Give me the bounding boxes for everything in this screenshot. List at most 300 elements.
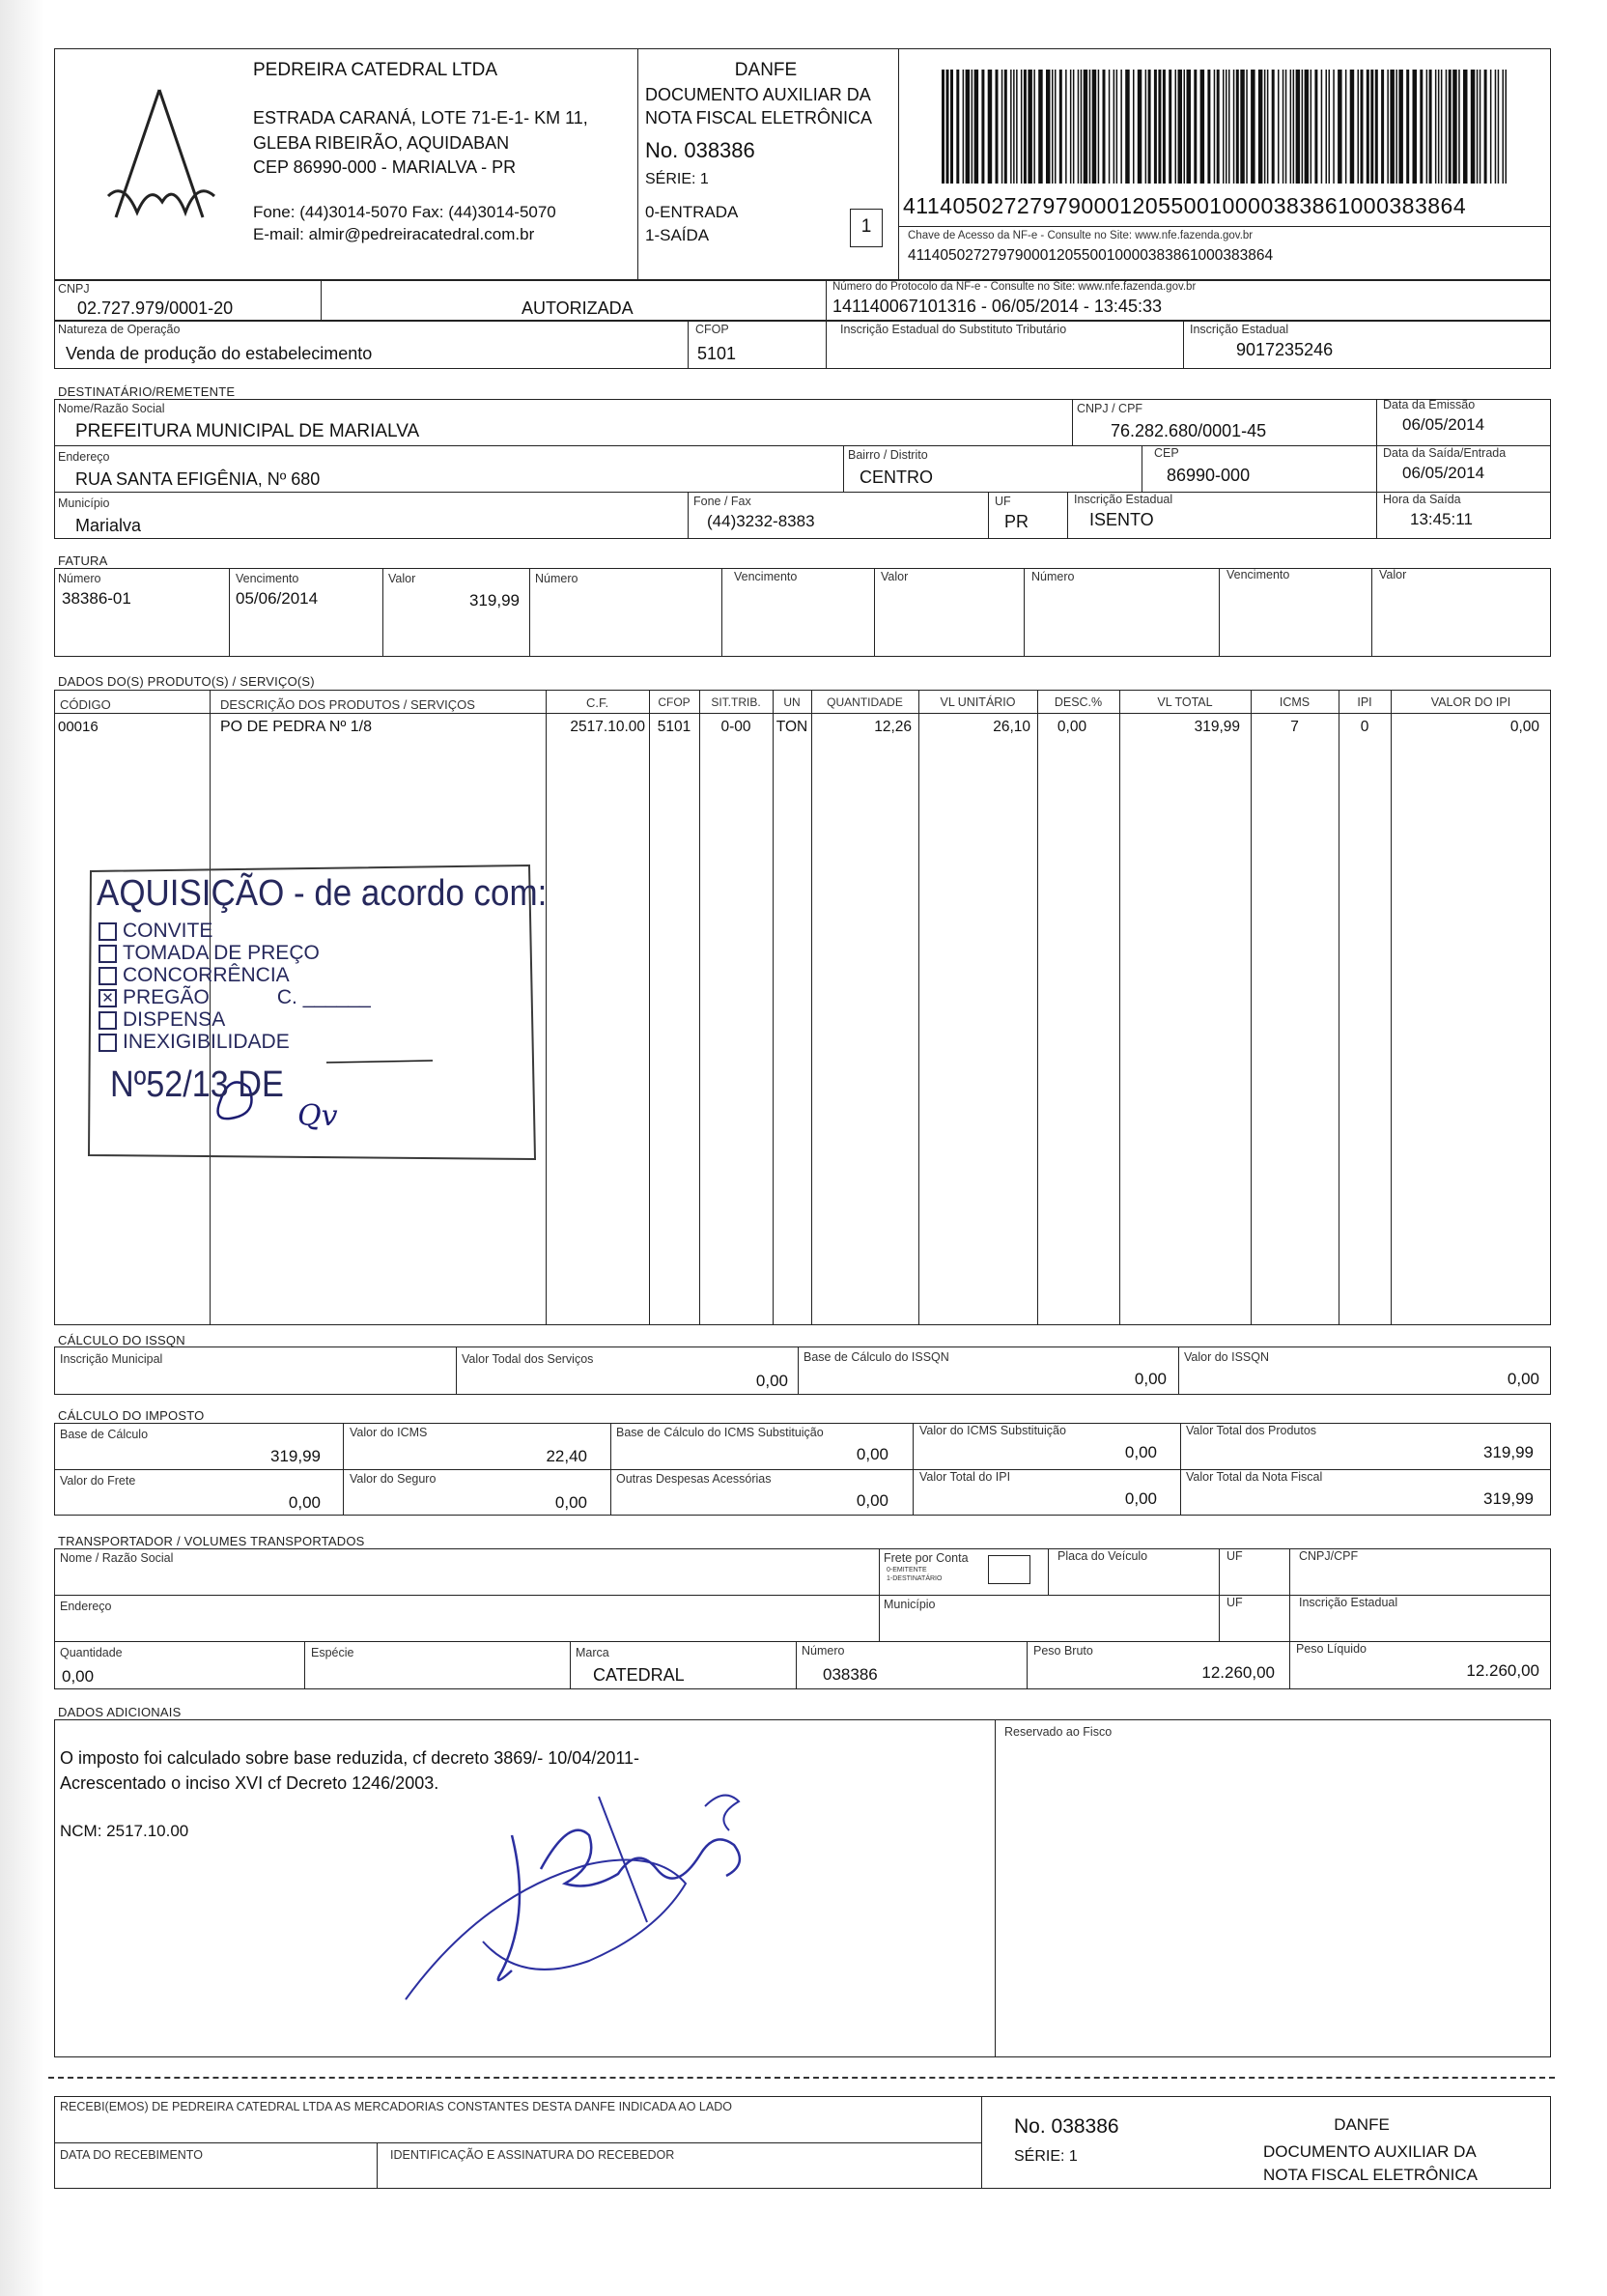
barcode-bar [1046, 70, 1051, 184]
barcode-bar [1089, 70, 1091, 184]
transport-cnpj-label: CNPJ/CPF [1299, 1549, 1359, 1563]
barcode-bar [1367, 70, 1369, 184]
barcode-bar [946, 70, 949, 184]
protocol-label: Número do Protocolo da NF-e - Consulte no Site: www.nfe.fazenda.gov.br [832, 281, 1197, 293]
barcode-bar [1240, 70, 1245, 184]
stamp-option [99, 1031, 290, 1054]
barcode-bar [1435, 70, 1437, 184]
barcode-bar [1370, 70, 1373, 184]
col-ipi: IPI [1357, 695, 1372, 709]
operation-label: Natureza de Operação [58, 323, 181, 336]
barcode-bar [1214, 70, 1216, 184]
col-discount: DESC.% [1054, 695, 1103, 709]
barcode-bar [1065, 70, 1067, 184]
transport-ie-label: Inscrição Estadual [1299, 1596, 1398, 1609]
stamp-option-label: TOMADA DE PREÇO [123, 942, 320, 964]
barcode-bar [1013, 70, 1015, 184]
ie-sub-label: Inscrição Estadual do Substituto Tributário [840, 323, 1067, 336]
invoice-due-label-2: Vencimento [734, 570, 798, 583]
col-ipi-value: VALOR DO IPI [1430, 695, 1511, 709]
barcode-bar [1059, 70, 1062, 184]
cnpj-label: CNPJ [58, 282, 90, 296]
barcode-bar [1321, 70, 1323, 184]
barcode-bar [942, 70, 944, 184]
row-cfop: 5101 [657, 719, 691, 735]
danfe-number: No. 038386 [645, 138, 755, 162]
barcode-bar [1267, 70, 1269, 184]
protocol-value: 141140067101316 - 06/05/2014 - 13:45:33 [832, 297, 1162, 316]
tax-ipi-value: 0,00 [1124, 1489, 1157, 1508]
barcode-bar [1109, 70, 1111, 184]
tax-icms-value: 22,40 [546, 1447, 587, 1465]
barcode-bar [1016, 70, 1018, 184]
emitter-name: PEDREIRA CATEDRAL LTDA [253, 60, 498, 80]
stamp-option [99, 964, 290, 987]
barcode-bar [974, 70, 979, 184]
col-icms: ICMS [1279, 695, 1311, 709]
stamp-option [99, 942, 320, 965]
transport-number-label: Número [802, 1644, 845, 1658]
col-cfop: CFOP [658, 695, 691, 709]
col-total: VL TOTAL [1157, 695, 1213, 709]
barcode-bar [1498, 70, 1500, 184]
barcode-bar [1004, 70, 1007, 184]
barcode-bar [1441, 70, 1443, 184]
emitter-address2: GLEBA RIBEIRÃO, AQUIDABAN [253, 133, 510, 153]
barcode-bar [1452, 70, 1457, 184]
receipt-sign-label: IDENTIFICAÇÃO E ASSINATURA DO RECEBEDOR [390, 2148, 675, 2162]
barcode-bar [1495, 70, 1497, 184]
cfop-label: CFOP [695, 323, 729, 336]
issqn-services-value: 0,00 [755, 1372, 788, 1390]
transport-freight-label: Frete por Conta [884, 1551, 969, 1565]
barcode-bar [1426, 70, 1428, 184]
city-value: Marialva [75, 516, 142, 535]
barcode-bar [1285, 70, 1287, 184]
stamp-option-label: DISPENSA [123, 1008, 226, 1031]
barcode-bar [1406, 70, 1409, 184]
barcode-bar [1302, 70, 1304, 184]
tax-other-value: 0,00 [856, 1491, 888, 1510]
barcode-bar [1329, 70, 1331, 184]
barcode-bar [1169, 70, 1171, 184]
receipt-sub1: DOCUMENTO AUXILIAR DA [1263, 2142, 1477, 2161]
stamp-checkbox [99, 967, 117, 985]
tax-ipi-label: Valor Total do IPI [919, 1470, 1011, 1484]
barcode-bar [1187, 70, 1192, 184]
exit-date-value: 06/05/2014 [1402, 464, 1485, 482]
barcode-bar [1158, 70, 1161, 184]
barcode-bar [1471, 70, 1476, 184]
stamp-checkbox [99, 945, 117, 963]
barcode-bar [1178, 70, 1183, 184]
status-value: AUTORIZADA [522, 298, 634, 318]
barcode-bar [1038, 70, 1043, 184]
barcode-bar [1398, 70, 1403, 184]
barcode-bar [1184, 70, 1186, 184]
issqn-section: CÁLCULO DO ISSQN [58, 1333, 185, 1347]
operation-value: Venda de produção do estabelecimento [66, 344, 373, 363]
ie-value: 9017235246 [1236, 340, 1334, 359]
invoice-value-label: Valor [388, 572, 416, 585]
invoice-number-label-3: Número [1031, 570, 1075, 583]
barcode-bar [950, 70, 953, 184]
recipient-cnpj-value: 76.282.680/0001-45 [1111, 421, 1267, 440]
barcode-bar [1311, 70, 1312, 184]
barcode-bar [1264, 70, 1266, 184]
barcode-bar [1200, 70, 1205, 184]
tax-freight-value: 0,00 [288, 1493, 321, 1512]
row-cf: 2517.10.00 [570, 719, 645, 735]
col-un: UN [783, 695, 801, 709]
emitter-address1: ESTRADA CARANÁ, LOTE 71-E-1- KM 11, [253, 108, 588, 128]
tax-products-label: Valor Total dos Produtos [1186, 1424, 1317, 1437]
transport-net-label: Peso Líquido [1296, 1642, 1367, 1656]
row-icms: 7 [1290, 719, 1299, 735]
tax-total-value: 319,99 [1483, 1489, 1534, 1508]
barcode-bar [1251, 70, 1255, 184]
barcode-bar [1226, 70, 1227, 184]
tax-icms-label: Valor do ICMS [350, 1426, 428, 1439]
barcode-bar [1114, 70, 1115, 184]
invoice-number-value: 38386-01 [62, 589, 131, 608]
barcode-bar [988, 70, 992, 184]
fisco-label: Reservado ao Fisco [1004, 1725, 1113, 1739]
tax-icms-st-value: 0,00 [1124, 1443, 1157, 1461]
additional-line1: O imposto foi calculado sobre base reduzida, cf decreto 3869/- 10/04/2011- [60, 1748, 640, 1768]
barcode-bar [956, 70, 959, 184]
barcode-bar [1446, 70, 1448, 184]
barcode-bar [1084, 70, 1088, 184]
barcode-bar [1258, 70, 1263, 184]
transport-name-label: Nome / Razão Social [60, 1551, 174, 1565]
invoice-number-label: Número [58, 572, 101, 585]
barcode-bar [1338, 70, 1342, 184]
barcode-bar [1052, 70, 1054, 184]
transport-uf2-label: UF [1226, 1596, 1243, 1609]
barcode-bar [996, 70, 999, 184]
barcode-bar [1278, 70, 1280, 184]
invoice-due-label: Vencimento [236, 572, 299, 585]
barcode-bar [1138, 70, 1142, 184]
barcode-bar [972, 70, 973, 184]
danfe-series: SÉRIE: 1 [645, 171, 709, 187]
recipient-ie-value: ISENTO [1089, 510, 1154, 529]
tax-base-label: Base de Cálculo [60, 1428, 149, 1441]
barcode-bar [1387, 70, 1389, 184]
barcode-bar [1381, 70, 1384, 184]
stamp-initials: Qv [297, 1099, 338, 1133]
tax-products-value: 319,99 [1483, 1443, 1534, 1461]
scan-edge [0, 0, 44, 2296]
row-total: 319,99 [1194, 719, 1240, 735]
invoice-due-label-3: Vencimento [1226, 568, 1290, 581]
district-label: Bairro / Distrito [848, 448, 928, 462]
tax-base-value: 319,99 [270, 1447, 321, 1465]
stamp-option [99, 920, 212, 943]
invoice-value-label-3: Valor [1379, 568, 1407, 581]
transport-gross-label: Peso Bruto [1033, 1644, 1093, 1658]
stamp-option-label: PREGÃO [123, 986, 210, 1008]
receipt-danfe: DANFE [1334, 2115, 1390, 2134]
recipient-section: DESTINATÁRIO/REMETENTE [58, 384, 236, 399]
ie-label: Inscrição Estadual [1190, 323, 1289, 336]
barcode-bar [1326, 70, 1328, 184]
barcode-bar [963, 70, 965, 184]
exit-date-label: Data da Saída/Entrada [1383, 446, 1507, 460]
barcode-bar [1345, 70, 1347, 184]
transport-net-value: 12.260,00 [1466, 1661, 1539, 1680]
barcode-bar [1078, 70, 1080, 184]
col-sit-trib: SIT.TRIB. [711, 695, 761, 709]
transport-section: TRANSPORTADOR / VOLUMES TRANSPORTADOS [58, 1534, 365, 1548]
barcode-bar [1228, 70, 1230, 184]
barcode-bar [1272, 70, 1275, 184]
danfe-title: DANFE [734, 60, 798, 80]
cep-value: 86990-000 [1167, 466, 1251, 485]
barcode-bar [1217, 70, 1220, 184]
barcode-bar [1463, 70, 1468, 184]
address-label: Endereço [58, 450, 110, 464]
danfe-exit: 1-SAÍDA [645, 226, 710, 244]
products-section: DADOS DO(S) PRODUTO(S) / SERVIÇO(S) [58, 674, 315, 689]
invoice-value-label-2: Valor [881, 570, 909, 583]
district-value: CENTRO [860, 468, 933, 487]
uf-label: UF [995, 495, 1011, 508]
barcode-bar [1506, 70, 1508, 184]
barcode-bar [1358, 70, 1360, 184]
stamp-title: AQUISIÇÃO - de acordo com: [97, 873, 548, 914]
barcode-bar [1055, 70, 1057, 184]
emission-label: Data da Emissão [1383, 398, 1476, 411]
tax-icms-st-label: Valor do ICMS Substituição [919, 1424, 1066, 1437]
stamp-option [99, 986, 371, 1009]
barcode-bar [1305, 70, 1310, 184]
danfe-subtitle2: NOTA FISCAL ELETRÔNICA [645, 108, 873, 128]
stamp-pregao-suffix: C. ______ [276, 986, 371, 1008]
barcode-bar [1477, 70, 1479, 184]
acquisition-stamp [85, 860, 548, 1169]
tax-insurance-label: Valor do Seguro [350, 1472, 437, 1486]
barcode-bar [1458, 70, 1460, 184]
barcode-bar [1207, 70, 1210, 184]
receipt-date-label: DATA DO RECEBIMENTO [60, 2148, 203, 2162]
col-unit-price: VL UNITÁRIO [940, 695, 1016, 709]
stamp-option [99, 1008, 225, 1032]
tax-insurance-value: 0,00 [554, 1493, 587, 1512]
barcode-bar [1163, 70, 1166, 184]
barcode-bar [1070, 70, 1072, 184]
barcode-bar [1314, 70, 1317, 184]
barcode-bar [966, 70, 971, 184]
barcode-bar [1001, 70, 1003, 184]
barcode-bar [1246, 70, 1248, 184]
barcode-bar [1103, 70, 1106, 184]
transport-brand-value: CATEDRAL [593, 1665, 685, 1685]
barcode-bar [1449, 70, 1452, 184]
phone-value: (44)3232-8383 [707, 512, 815, 530]
barcode-bar [1293, 70, 1295, 184]
stamp-option-label: INEXIGIBILIDADE [123, 1031, 290, 1053]
access-key-label: Chave de Acesso da NF-e - Consulte no Site: www.nfe.fazenda.gov.br [908, 230, 1254, 241]
cnpj-value: 02.727.979/0001-20 [77, 298, 234, 318]
tax-base-st-label: Base de Cálculo do ICMS Substituição [616, 1426, 824, 1439]
stamp-checkbox [99, 1011, 117, 1030]
transport-address-label: Endereço [60, 1600, 112, 1613]
recipient-name-label: Nome/Razão Social [58, 402, 165, 415]
receipt-series: SÉRIE: 1 [1014, 2148, 1078, 2165]
tax-section: CÁLCULO DO IMPOSTO [58, 1408, 205, 1423]
col-description: DESCRIÇÃO DOS PRODUTOS / SERVIÇOS [220, 697, 475, 712]
row-discount: 0,00 [1057, 719, 1087, 735]
issqn-value-label: Valor do ISSQN [1184, 1350, 1270, 1364]
barcode-bar [1081, 70, 1083, 184]
barcode-bar [1480, 70, 1481, 184]
barcode-bar [1333, 70, 1335, 184]
barcode-bar [1133, 70, 1135, 184]
transport-gross-value: 12.260,00 [1201, 1663, 1275, 1682]
barcode-bar [1503, 70, 1505, 184]
row-sit-trib: 0-00 [720, 719, 751, 735]
freight-opt-emitter: 0-EMITENTE [887, 1567, 927, 1573]
col-cf: C.F. [585, 695, 609, 710]
barcode-bar [1223, 70, 1225, 184]
invoice-section: FATURA [58, 553, 108, 568]
barcode-bar [1116, 70, 1118, 184]
barcode-bar [1283, 70, 1284, 184]
row-ipi-value: 0,00 [1509, 719, 1539, 735]
barcode-bar [1145, 70, 1147, 184]
barcode-bar [1194, 70, 1197, 184]
barcode-bar [1350, 70, 1355, 184]
danfe-entry: 0-ENTRADA [645, 203, 739, 221]
danfe-type-value: 1 [860, 216, 872, 237]
recipient-cnpj-label: CNPJ / CPF [1077, 402, 1143, 415]
invoice-number-label-2: Número [535, 572, 578, 585]
barcode-bar [1396, 70, 1397, 184]
transport-brand-label: Marca [576, 1646, 609, 1659]
additional-section: DADOS ADICIONAIS [58, 1705, 182, 1719]
col-code: CÓDIGO [60, 697, 111, 712]
barcode-bar [1033, 70, 1035, 184]
row-code: 00016 [58, 719, 99, 735]
tax-total-label: Valor Total da Nota Fiscal [1186, 1470, 1323, 1484]
issqn-base-value: 0,00 [1134, 1370, 1167, 1388]
issqn-base-label: Base de Cálculo do ISSQN [804, 1350, 949, 1364]
stamp-checkbox [99, 922, 117, 941]
barcode-bar [1236, 70, 1239, 184]
tax-freight-label: Valor do Frete [60, 1474, 136, 1488]
transport-uf-label: UF [1226, 1549, 1243, 1563]
emission-value: 06/05/2014 [1402, 415, 1485, 434]
additional-line3: NCM: 2517.10.00 [60, 1822, 189, 1840]
issqn-im-label: Inscrição Municipal [60, 1352, 163, 1366]
barcode-bar [1413, 70, 1418, 184]
cfop-value: 5101 [697, 344, 737, 363]
receipt-sub2: NOTA FISCAL ELETRÔNICA [1263, 2166, 1478, 2184]
emitter-email: E-mail: almir@pedreiracatedral.com.br [253, 225, 535, 243]
danfe-subtitle1: DOCUMENTO AUXILIAR DA [645, 85, 871, 104]
barcode-bar [981, 70, 984, 184]
barcode-bar [1028, 70, 1032, 184]
row-unit-price: 26,10 [993, 719, 1030, 735]
barcode-bar [1420, 70, 1423, 184]
transport-number-value: 038386 [823, 1665, 878, 1684]
transport-city-label: Município [884, 1598, 936, 1611]
stamp-option-label: CONCORRÊNCIA [123, 964, 290, 986]
barcode-bar [1490, 70, 1492, 184]
transport-species-label: Espécie [311, 1646, 354, 1659]
invoice-value-value: 319,99 [469, 591, 520, 609]
barcode-bar [1154, 70, 1157, 184]
row-ipi: 0 [1360, 719, 1369, 735]
barcode-bar [1484, 70, 1487, 184]
barcode-bar [1092, 70, 1097, 184]
barcode-bar [1125, 70, 1130, 184]
address-value: RUA SANTA EFIGÊNIA, Nº 680 [75, 469, 321, 489]
barcode-bar [1390, 70, 1395, 184]
stamp-option-label: CONVITE [123, 920, 213, 942]
freight-opt-recipient: 1-DESTINATÁRIO [887, 1575, 943, 1582]
receipt-number: No. 038386 [1014, 2115, 1119, 2138]
transport-qty-value: 0,00 [62, 1667, 95, 1686]
recipient-name-value: PREFEITURA MUNICIPAL DE MARIALVA [75, 421, 420, 441]
tax-other-label: Outras Despesas Acessórias [616, 1472, 772, 1486]
row-un: TON [775, 719, 808, 735]
phone-label: Fone / Fax [693, 495, 751, 508]
tax-base-st-value: 0,00 [856, 1445, 888, 1463]
cut-line [48, 2077, 1555, 2079]
emitter-address3: CEP 86990-000 - MARIALVA - PR [253, 157, 517, 177]
barcode-bar [1375, 70, 1378, 184]
signature [367, 1777, 831, 2028]
barcode-bar [1024, 70, 1027, 184]
receipt-text: RECEBI(EMOS) DE PEDREIRA CATEDRAL LTDA AS MERCADORIAS CONSTANTES DESTA DANFE INDICADA AO LADO [60, 2100, 732, 2113]
invoice-due-value: 05/06/2014 [236, 589, 319, 608]
transport-plate-label: Placa do Veículo [1057, 1549, 1148, 1563]
barcode-bar [1290, 70, 1292, 184]
row-qty: 12,26 [874, 719, 912, 735]
barcode-digits: 41140502727979000120550010000383861000383864 [903, 193, 1467, 218]
city-label: Município [58, 496, 110, 510]
time-value: 13:45:11 [1410, 510, 1473, 528]
additional-line2: Acrescentado o inciso XVI cf Decreto 1246/2003. [60, 1773, 439, 1793]
barcode-bar [1296, 70, 1301, 184]
recipient-ie-label: Inscrição Estadual [1074, 493, 1173, 506]
barcode-bar [1073, 70, 1075, 184]
barcode-bar [1148, 70, 1151, 184]
protocol-row [54, 280, 1551, 321]
barcode-bar [1010, 70, 1012, 184]
stamp-checkbox [99, 1034, 117, 1052]
barcode-bar [1120, 70, 1122, 184]
barcode-bar [1438, 70, 1440, 184]
row-description: PO DE PEDRA Nº 1/8 [220, 719, 373, 735]
freight-checkbox[interactable] [988, 1555, 1030, 1584]
transport-qty-label: Quantidade [60, 1646, 123, 1659]
uf-value: PR [1004, 512, 1029, 531]
access-key-value: 41140502727979000120550010000383861000383864 [908, 247, 1274, 264]
issqn-value-value: 0,00 [1507, 1370, 1539, 1388]
issqn-services-label: Valor Todal dos Serviços [462, 1352, 594, 1366]
barcode-bar [1175, 70, 1177, 184]
barcode-bar [1429, 70, 1432, 184]
stamp-checkbox: ✕ [99, 989, 117, 1007]
barcode-bar [1021, 70, 1023, 184]
barcode [942, 70, 1511, 184]
emitter-phone: Fone: (44)3014-5070 Fax: (44)3014-5070 [253, 203, 556, 221]
barcode-bar [1098, 70, 1100, 184]
